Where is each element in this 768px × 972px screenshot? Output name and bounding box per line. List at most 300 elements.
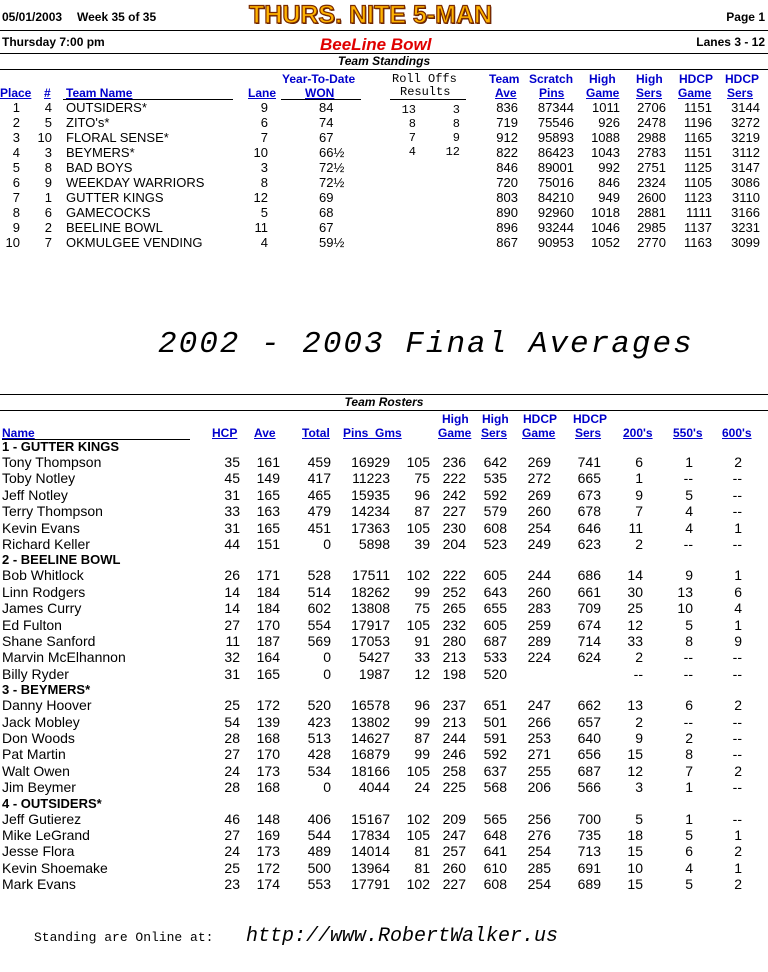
rolloff-a: 13 xyxy=(401,103,416,117)
player-c600: -- xyxy=(732,649,742,666)
player-name: Bob Whitlock xyxy=(2,567,84,584)
col-high-sers: Sers xyxy=(636,86,663,100)
player-hcp: 28 xyxy=(224,730,240,746)
player-hs: 579 xyxy=(483,503,507,520)
player-hds: 640 xyxy=(577,730,601,746)
standings-cell-ave: 890 xyxy=(496,205,518,220)
player-gms: 24 xyxy=(414,779,430,796)
player-hds: 735 xyxy=(577,827,601,843)
player-c600: 2 xyxy=(734,762,742,779)
player-gms: 87 xyxy=(414,730,430,746)
player-hg: 222 xyxy=(442,567,466,584)
player-c550: -- xyxy=(683,713,693,730)
standings-cell-pins: 87344 xyxy=(537,100,574,115)
player-hds: 674 xyxy=(577,616,601,633)
standings-cell-pins: 75016 xyxy=(537,175,574,190)
player-total: 0 xyxy=(323,779,331,796)
player-pins: 15167 xyxy=(351,810,390,827)
player-gms: 91 xyxy=(414,633,430,649)
player-hdg: 247 xyxy=(527,697,551,714)
player-c200: 11 xyxy=(628,519,643,536)
standings-cell-ave: 803 xyxy=(496,190,518,205)
player-total: 534 xyxy=(307,762,331,779)
player-hg: 227 xyxy=(442,503,466,520)
player-total: 544 xyxy=(307,827,331,843)
player-ave: 168 xyxy=(256,730,280,746)
player-hg: 246 xyxy=(442,746,466,763)
player-hcp: 35 xyxy=(224,454,240,470)
player-c200: 33 xyxy=(627,633,643,649)
player-hcp: 25 xyxy=(224,859,240,876)
player-name: Toby Notley xyxy=(2,470,76,487)
player-c550: 13 xyxy=(677,583,693,600)
player-c600: -- xyxy=(732,810,742,827)
player-hg: 232 xyxy=(442,616,466,633)
player-pins: 4044 xyxy=(358,779,390,796)
player-hds: 656 xyxy=(577,746,601,763)
standings-cell-hds: 3147 xyxy=(731,160,760,175)
player-total: 428 xyxy=(307,746,331,763)
standings-cell-hg: 992 xyxy=(598,160,620,175)
player-hcp: 31 xyxy=(224,486,240,503)
standings-cell-lane: 7 xyxy=(260,130,268,145)
player-gms: 105 xyxy=(406,762,430,779)
player-pins: 18166 xyxy=(351,762,390,779)
standings-cell-hs: 2988 xyxy=(637,130,666,145)
player-gms: 33 xyxy=(414,649,430,666)
standings-cell-pins: 90953 xyxy=(537,235,574,250)
player-hcp: 54 xyxy=(224,713,240,730)
player-hs: 592 xyxy=(483,486,507,503)
standings-cell-hdg: 1163 xyxy=(684,235,712,250)
player-ave: 164 xyxy=(256,649,280,666)
player-gms: 75 xyxy=(414,470,430,487)
player-total: 465 xyxy=(307,486,331,503)
player-total: 489 xyxy=(307,843,331,860)
player-c200: 15 xyxy=(627,876,643,893)
player-ave: 165 xyxy=(256,519,280,536)
standings-cell-lane: 5 xyxy=(260,205,268,220)
player-ave: 169 xyxy=(256,827,280,843)
player-total: 417 xyxy=(307,470,331,487)
player-hcp: 24 xyxy=(224,843,240,860)
standings-cell-lane: 9 xyxy=(260,100,268,115)
player-hdg: 272 xyxy=(527,470,551,487)
player-hcp: 44 xyxy=(224,536,240,552)
player-c600: -- xyxy=(732,779,742,796)
standings-cell-lane: 6 xyxy=(260,115,268,130)
player-hcp: 27 xyxy=(224,827,240,843)
player-hg: 213 xyxy=(442,713,466,730)
player-c550: 1 xyxy=(685,810,693,827)
rolloff-a: 8 xyxy=(408,117,416,131)
player-name: Terry Thompson xyxy=(2,503,103,520)
standings-cell-hs: 2478 xyxy=(637,115,666,130)
standings-cell-pins: 84210 xyxy=(537,190,574,205)
col-hdcp-game: Game xyxy=(678,86,712,100)
online-label: Standing are Online at: xyxy=(34,930,214,945)
rolloff-b: 12 xyxy=(445,145,460,159)
player-ave: 173 xyxy=(256,843,280,860)
standings-cell-hdg: 1196 xyxy=(684,115,712,130)
player-hg: 236 xyxy=(442,454,466,470)
player-c550: 1 xyxy=(685,454,693,470)
player-c550: -- xyxy=(683,536,693,552)
col-r-hdcp-game: Game xyxy=(522,426,556,440)
standings-cell-won: 84 xyxy=(319,100,334,115)
player-hdg: 271 xyxy=(527,746,551,763)
player-gms: 12 xyxy=(414,665,430,682)
player-hds: 623 xyxy=(577,536,601,552)
player-hds: 691 xyxy=(577,859,601,876)
standings-cell-ave: 719 xyxy=(496,115,518,130)
standings-cell-won: 68 xyxy=(319,205,334,220)
player-hg: 247 xyxy=(442,827,466,843)
player-name: Jack Mobley xyxy=(2,713,80,730)
player-hg: 258 xyxy=(442,762,466,779)
standings-cell-name: BEELINE BOWL xyxy=(66,220,163,235)
col-rolloffs-label: Roll Offs xyxy=(392,72,457,86)
player-hcp: 31 xyxy=(224,665,240,682)
player-name: Jeff Gutierez xyxy=(2,810,82,827)
standings-cell-place: 9 xyxy=(12,220,20,235)
player-hg: 244 xyxy=(442,730,466,746)
league-title: THURS. NITE 5-MAN xyxy=(249,1,493,29)
standings-cell-ave: 720 xyxy=(496,175,518,190)
col-high-sers-top: High xyxy=(636,72,663,86)
player-pins: 13802 xyxy=(351,713,390,730)
player-pins: 17363 xyxy=(351,519,390,536)
player-ave: 174 xyxy=(256,876,280,893)
col-total: Total xyxy=(302,426,330,440)
player-pins: 17791 xyxy=(351,876,390,893)
player-c200: 1 xyxy=(635,470,643,487)
rolloff-b: 9 xyxy=(452,131,460,145)
col-team-name: Team Name xyxy=(66,86,133,100)
standings-cell-pins: 86423 xyxy=(537,145,574,160)
rolloff-b: 3 xyxy=(452,103,460,117)
player-hg: 222 xyxy=(442,470,466,487)
player-hg: 213 xyxy=(442,649,466,666)
standings-cell-name: WEEKDAY WARRIORS xyxy=(66,175,205,190)
col-lane: Lane xyxy=(248,86,277,100)
player-total: 513 xyxy=(307,730,331,746)
standings-cell-place: 10 xyxy=(5,235,20,250)
player-hs: 605 xyxy=(483,616,507,633)
player-ave: 163 xyxy=(256,503,280,520)
player-total: 602 xyxy=(307,600,331,617)
standings-cell-hg: 926 xyxy=(598,115,620,130)
player-total: 554 xyxy=(307,616,331,633)
standings-cell-hg: 949 xyxy=(598,190,620,205)
player-pins: 13964 xyxy=(351,859,390,876)
player-hg: 242 xyxy=(442,486,466,503)
player-ave: 172 xyxy=(256,859,280,876)
standings-cell-hs: 2770 xyxy=(637,235,666,250)
player-pins: 18262 xyxy=(351,583,390,600)
player-total: 406 xyxy=(307,810,331,827)
page-number: Page 1 xyxy=(726,10,765,24)
player-gms: 96 xyxy=(414,697,430,714)
player-pins: 16578 xyxy=(351,697,390,714)
player-c550: 7 xyxy=(685,762,693,779)
player-gms: 105 xyxy=(406,454,430,470)
player-c550: 5 xyxy=(685,827,693,843)
player-c550: 6 xyxy=(685,697,693,714)
standings-cell-num: 9 xyxy=(44,175,52,190)
rolloff-b: 8 xyxy=(452,117,460,131)
website-url[interactable]: http://www.RobertWalker.us xyxy=(246,925,559,948)
rosters-title-divider xyxy=(0,410,768,411)
player-c600: 1 xyxy=(734,519,742,536)
standings-cell-hg: 1011 xyxy=(592,100,620,115)
standings-cell-won: 72½ xyxy=(319,175,345,190)
player-c200: 18 xyxy=(627,827,643,843)
standings-cell-hdg: 1137 xyxy=(684,220,712,235)
standings-cell-num: 3 xyxy=(44,145,52,160)
player-c550: 4 xyxy=(685,519,693,536)
player-name: Danny Hoover xyxy=(2,697,92,714)
player-hds: 657 xyxy=(577,713,601,730)
col-team-number: # xyxy=(44,86,51,100)
standings-cell-name: OUTSIDERS* xyxy=(66,100,147,115)
player-c600: 2 xyxy=(734,454,742,470)
standings-cell-place: 2 xyxy=(12,115,20,130)
player-hds: 566 xyxy=(577,779,601,796)
player-name: Ed Fulton xyxy=(2,616,62,633)
player-gms: 99 xyxy=(414,746,430,763)
player-ave: 165 xyxy=(256,665,280,682)
standings-cell-hds: 3166 xyxy=(731,205,760,220)
center-name: BeeLine Bowl xyxy=(320,35,432,54)
col-won: WON xyxy=(305,86,335,100)
standings-cell-place: 1 xyxy=(12,100,20,115)
standings-cell-pins: 89001 xyxy=(537,160,574,175)
player-hg: 252 xyxy=(442,583,466,600)
player-c550: 4 xyxy=(685,503,693,520)
standings-cell-won: 74 xyxy=(319,115,334,130)
standings-cell-pins: 93244 xyxy=(537,220,574,235)
standings-cell-num: 5 xyxy=(44,115,52,130)
player-hg: 204 xyxy=(442,536,466,552)
standings-cell-won: 69 xyxy=(319,190,334,205)
standings-cell-name: GUTTER KINGS xyxy=(66,190,164,205)
roster-team-heading: 4 - OUTSIDERS* xyxy=(2,795,102,811)
player-c550: 1 xyxy=(685,779,693,796)
col-ave: Ave xyxy=(254,426,276,440)
player-hcp: 27 xyxy=(224,746,240,763)
player-hdg: 254 xyxy=(527,519,551,536)
standings-cell-hg: 1052 xyxy=(591,235,620,250)
player-hcp: 24 xyxy=(224,762,240,779)
player-gms: 81 xyxy=(414,843,430,860)
player-pins: 15935 xyxy=(351,486,390,503)
standings-cell-num: 2 xyxy=(44,220,52,235)
player-ave: 168 xyxy=(256,779,280,796)
standings-cell-hdg: 1165 xyxy=(684,130,712,145)
player-hdg: 260 xyxy=(527,503,551,520)
player-name: Kevin Evans xyxy=(2,519,80,536)
player-hs: 608 xyxy=(483,519,507,536)
standings-cell-hdg: 1125 xyxy=(684,160,712,175)
rosters-section-title: Team Rosters xyxy=(344,395,424,409)
player-c600: 9 xyxy=(734,633,742,649)
player-ave: 149 xyxy=(256,470,280,487)
standings-cell-name: GAMECOCKS xyxy=(66,205,151,220)
standings-cell-hs: 2600 xyxy=(637,190,666,205)
standings-cell-hdg: 1105 xyxy=(684,175,712,190)
standings-cell-name: BAD BOYS xyxy=(66,160,133,175)
player-c200: 2 xyxy=(635,713,643,730)
player-c200: 12 xyxy=(627,762,643,779)
player-name: Linn Rodgers xyxy=(2,583,86,600)
player-c550: 5 xyxy=(685,876,693,893)
standings-cell-ave: 846 xyxy=(496,160,518,175)
player-total: 553 xyxy=(307,876,331,893)
player-ave: 173 xyxy=(256,762,280,779)
standings-cell-pins: 75546 xyxy=(537,115,574,130)
player-hds: 686 xyxy=(577,567,601,584)
standings-cell-name: BEYMERS* xyxy=(66,145,135,160)
col-r-high-sers: Sers xyxy=(481,426,508,440)
standings-cell-hg: 1018 xyxy=(591,205,620,220)
player-hg: 280 xyxy=(442,633,466,649)
player-hdg: 283 xyxy=(527,600,551,617)
standings-cell-hs: 2751 xyxy=(637,160,666,175)
standings-cell-name: ZITO's* xyxy=(66,115,110,130)
player-hdg: 259 xyxy=(527,616,551,633)
player-c200: 5 xyxy=(635,810,643,827)
player-hs: 608 xyxy=(483,876,507,893)
player-pins: 5898 xyxy=(358,536,390,552)
player-total: 479 xyxy=(307,503,331,520)
standings-cell-hg: 1043 xyxy=(591,145,620,160)
player-total: 500 xyxy=(307,859,331,876)
col-place: Place xyxy=(0,86,32,100)
player-ave: 187 xyxy=(256,633,280,649)
player-hg: 227 xyxy=(442,876,466,893)
player-total: 569 xyxy=(307,633,331,649)
player-total: 459 xyxy=(307,454,331,470)
standings-cell-lane: 12 xyxy=(253,190,268,205)
player-c600: 1 xyxy=(734,567,742,584)
player-c200: 30 xyxy=(627,583,643,600)
standings-cell-lane: 4 xyxy=(260,235,268,250)
player-hs: 501 xyxy=(483,713,507,730)
player-total: 0 xyxy=(323,536,331,552)
standings-title-divider xyxy=(0,69,768,70)
player-hg: 230 xyxy=(442,519,466,536)
standings-cell-pins: 92960 xyxy=(537,205,574,220)
player-pins: 11223 xyxy=(352,470,390,487)
standings-cell-lane: 10 xyxy=(253,145,268,160)
standings-cell-hds: 3231 xyxy=(731,220,760,235)
rolloff-a: 7 xyxy=(408,131,416,145)
player-ave: 151 xyxy=(256,536,280,552)
player-hcp: 14 xyxy=(224,583,240,600)
col-600s: 600's xyxy=(722,426,752,440)
player-ave: 148 xyxy=(256,810,280,827)
standings-cell-place: 4 xyxy=(12,145,20,160)
player-ave: 170 xyxy=(256,616,280,633)
standings-cell-hg: 1046 xyxy=(591,220,620,235)
standings-cell-hg: 1088 xyxy=(591,130,620,145)
player-hdg: 256 xyxy=(527,810,551,827)
week-indicator: Week 35 of 35 xyxy=(77,10,157,24)
player-name: Pat Martin xyxy=(2,746,66,763)
player-name: Jesse Flora xyxy=(2,843,75,860)
player-c200: 2 xyxy=(635,649,643,666)
player-hdg: 276 xyxy=(527,827,551,843)
player-hds: 662 xyxy=(577,697,601,714)
player-c600: 2 xyxy=(734,843,742,860)
col-rolloffs-results: Results xyxy=(400,85,451,99)
standings-cell-hds: 3219 xyxy=(731,130,760,145)
player-hs: 592 xyxy=(483,746,507,763)
player-c600: 2 xyxy=(734,697,742,714)
standings-cell-num: 6 xyxy=(44,205,52,220)
standings-cell-hds: 3099 xyxy=(731,235,760,250)
col-ytd-label: Year-To-Date xyxy=(282,72,356,86)
player-total: 451 xyxy=(307,519,331,536)
player-c600: -- xyxy=(732,730,742,746)
player-name: James Curry xyxy=(2,600,82,617)
player-hds: 687 xyxy=(577,762,601,779)
standings-cell-hds: 3110 xyxy=(732,190,760,205)
player-gms: 81 xyxy=(414,859,430,876)
player-hs: 610 xyxy=(483,859,507,876)
col-r-high-game: Game xyxy=(438,426,472,440)
standings-cell-name: FLORAL SENSE* xyxy=(66,130,169,145)
col-team-ave-top: Team xyxy=(489,72,520,86)
player-hs: 565 xyxy=(483,810,507,827)
player-pins: 17834 xyxy=(351,827,390,843)
standings-cell-won: 66½ xyxy=(319,145,345,160)
player-pins: 13808 xyxy=(351,600,390,617)
player-c200: 14 xyxy=(627,567,643,584)
player-pins: 14234 xyxy=(351,503,390,520)
player-ave: 184 xyxy=(256,600,280,617)
player-name: Kevin Shoemake xyxy=(2,859,108,876)
player-total: 0 xyxy=(323,649,331,666)
player-hds: 700 xyxy=(577,810,601,827)
player-name: Walt Owen xyxy=(2,762,70,779)
standings-cell-hs: 2985 xyxy=(637,220,666,235)
standings-cell-hds: 3272 xyxy=(731,115,760,130)
col-hdcp-sers-top: HDCP xyxy=(725,72,760,86)
lanes-range: Lanes 3 - 12 xyxy=(696,35,765,49)
player-hds: 709 xyxy=(577,600,601,617)
col-high-game-top: High xyxy=(589,72,616,86)
player-hs: 637 xyxy=(483,762,507,779)
player-hds: 713 xyxy=(577,843,601,860)
player-gms: 99 xyxy=(414,583,430,600)
standings-cell-hdg: 1151 xyxy=(684,145,712,160)
player-total: 423 xyxy=(307,713,331,730)
player-hds: 665 xyxy=(577,470,601,487)
player-hg: 198 xyxy=(442,665,466,682)
col-r-hdcp-sers-top: HDCP xyxy=(573,412,608,426)
player-gms: 102 xyxy=(406,810,430,827)
roster-team-heading: 3 - BEYMERS* xyxy=(2,682,91,698)
player-hcp: 46 xyxy=(224,810,240,827)
standings-cell-place: 6 xyxy=(12,175,20,190)
col-r-high-game-top: High xyxy=(442,412,469,426)
player-pins: 17917 xyxy=(351,616,390,633)
standings-cell-hs: 2706 xyxy=(637,100,666,115)
col-pins-gms: Pins Gms xyxy=(343,426,402,440)
player-hs: 687 xyxy=(483,633,507,649)
